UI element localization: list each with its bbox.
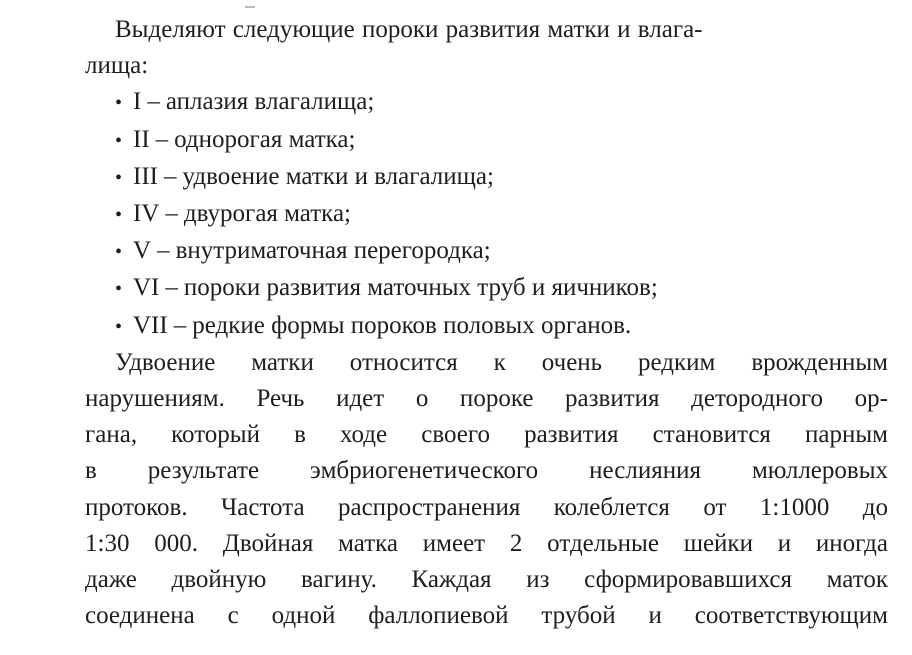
body-line: 1:30 000. Двойная матка имеет 2 отдельные шейки и иногда (85, 529, 888, 557)
list-dash: – (163, 162, 177, 190)
body-line: Удвоение матки относится к очень редким врожденным (115, 348, 888, 376)
list-dash: – (155, 125, 169, 153)
list-item (115, 233, 888, 270)
list-numeral: I (133, 88, 142, 116)
list-item (115, 270, 888, 307)
bullet-icon: • (115, 278, 123, 301)
body-line: протоков. Частота распространения колеблется от 1:1000 до (85, 493, 888, 521)
list-dash: – (157, 237, 170, 265)
intro-line-2: лища: (85, 52, 149, 80)
list-item (115, 308, 888, 345)
body-line: в результате эмбриогенетического неслияния мюллеровых (85, 457, 888, 485)
document-page (85, 4, 888, 634)
intro-paragraph (85, 12, 888, 84)
list-numeral: II (133, 125, 150, 153)
intro-line-1: Выделяют следующие пороки развития матки и влага- (115, 16, 703, 43)
malformation-list (85, 84, 888, 344)
list-numeral: VII (133, 311, 168, 339)
list-dash: – (147, 88, 160, 116)
body-paragraph (85, 345, 888, 635)
bullet-icon: • (115, 129, 123, 152)
bullet-icon: • (115, 315, 123, 338)
bullet-icon: • (115, 204, 123, 227)
list-text: пороки развития маточных труб и яичников; (183, 274, 658, 302)
body-line: гана, который в ходе своего развития становится парным (85, 421, 888, 449)
list-numeral: IV (133, 200, 160, 228)
list-dash: – (165, 200, 178, 228)
body-line: нарушениям. Речь идет о пороке развития детородного ор- (85, 385, 888, 413)
list-numeral: V (133, 237, 152, 265)
list-text: внутриматочная перегородка; (175, 237, 491, 265)
list-numeral: III (133, 162, 158, 190)
list-item (115, 84, 888, 121)
list-numeral: VI (133, 274, 160, 302)
list-text: двурогая матка; (183, 200, 351, 228)
bullet-icon: • (115, 241, 123, 264)
list-text: редкие формы пороков половых органов. (192, 311, 632, 339)
list-item (115, 122, 888, 159)
list-item (115, 196, 888, 233)
list-dash: – (165, 274, 178, 302)
list-item (115, 159, 888, 196)
list-text: удвоение матки и влагалища; (182, 162, 494, 190)
body-line: даже двойную вагину. Каждая из сформировавшихся маток (85, 566, 888, 594)
bullet-icon: • (115, 92, 123, 115)
body-line: соединена с одной фаллопиевой трубой и соответствующим (85, 602, 888, 630)
list-text: аплазия влагалища; (165, 88, 375, 116)
cropped-glyph-fragment (245, 0, 255, 8)
bullet-icon: • (115, 166, 123, 189)
list-dash: – (173, 311, 187, 339)
list-text: однорогая матка; (174, 125, 356, 153)
